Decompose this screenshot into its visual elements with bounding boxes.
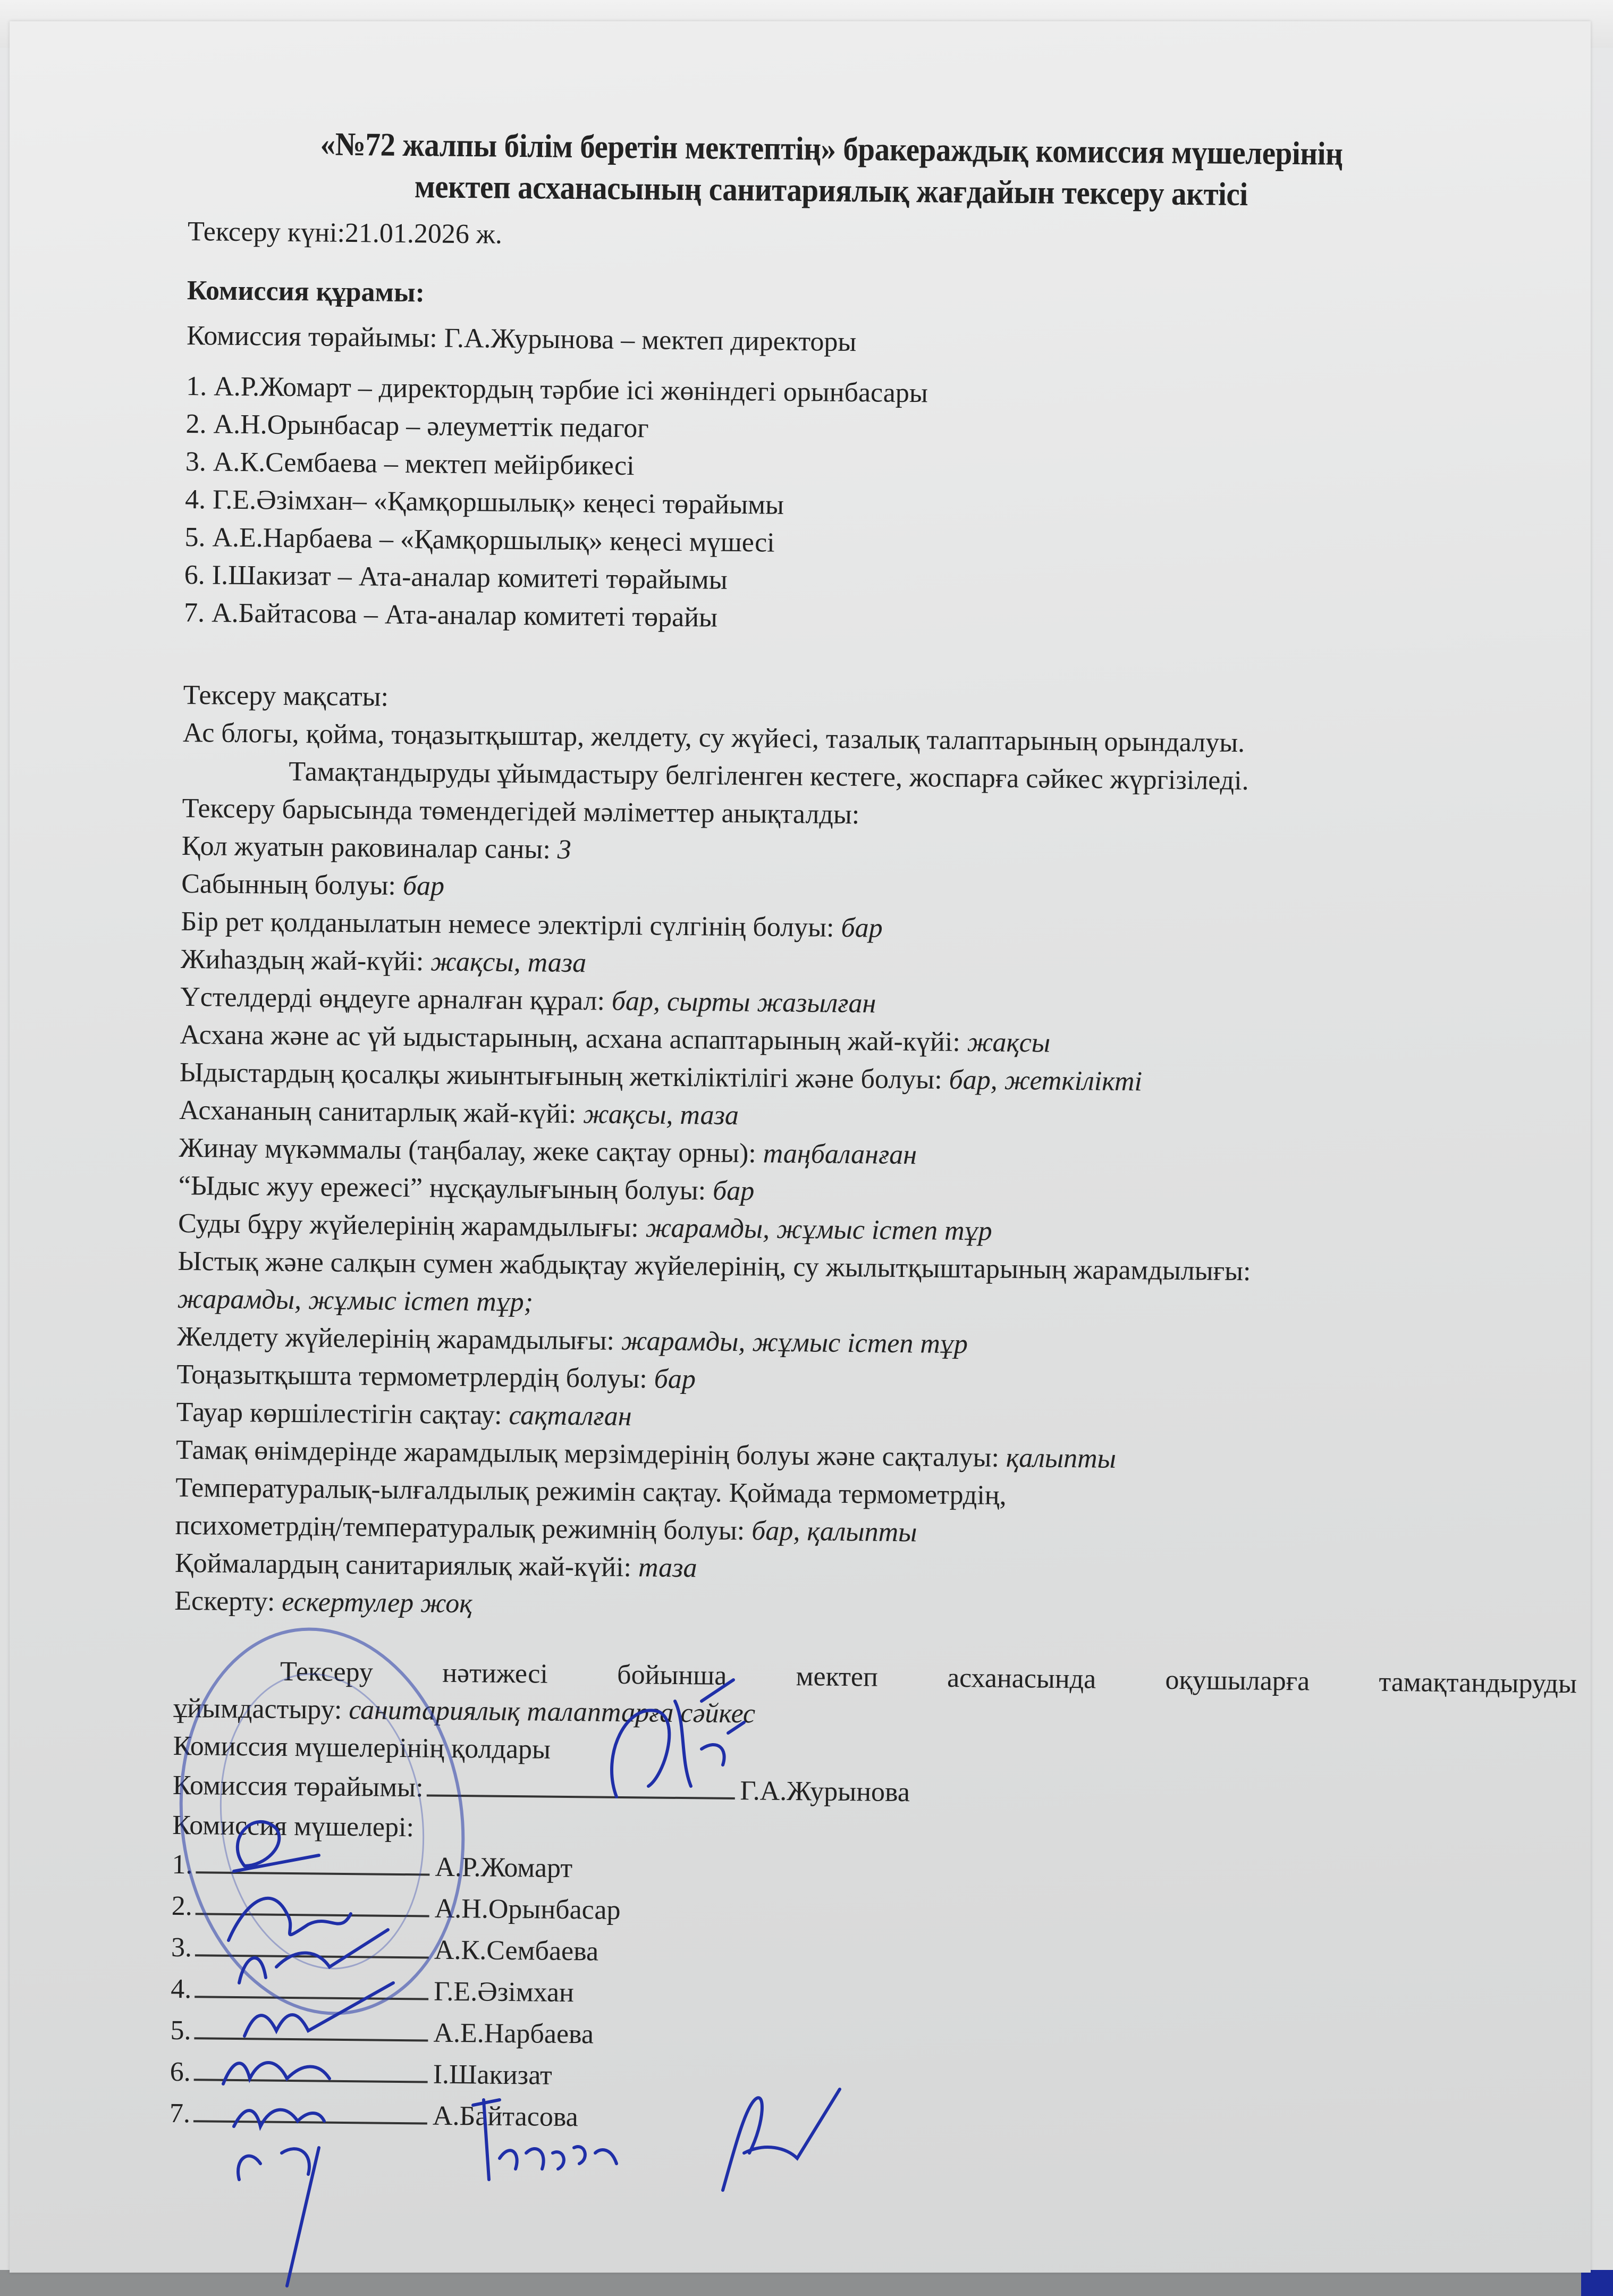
finding-value: қалыпты — [1006, 1442, 1117, 1474]
finding-value: жарамды, жұмыс істеп тұр — [645, 1213, 992, 1247]
sign-number: 6. — [170, 2056, 191, 2088]
finding-label: Бір рет қолданылатын немесе электірлі сүлгінің болуы: — [181, 906, 841, 943]
chair-line: Комиссия төрайымы: Г.А.Журынова – мектеп директоры — [186, 320, 857, 358]
finding-label: Тауар көршілестігін сақтау: — [176, 1397, 509, 1431]
sign-name: А.К.Сембаева — [434, 1935, 599, 1967]
inspection-date: Тексеру күні:21.01.2026 ж. — [187, 216, 503, 250]
sign-number: 5. — [170, 2015, 191, 2046]
finding-value: бар — [712, 1175, 755, 1207]
member-item: 6. І.Шакизат – Ата-аналар комитеті төрайымы — [184, 559, 728, 595]
member-signatures-icon — [213, 1807, 404, 2211]
finding-value: таза — [638, 1552, 697, 1584]
blue-object — [1581, 2270, 1613, 2296]
sign-name: А.Н.Орынбасар — [434, 1893, 621, 1925]
finding-label: Қоймалардың санитариялық жай-күйі: — [174, 1548, 639, 1583]
finding-label: Ыдыстардың қосалқы жиынтығының жеткіліктілігі және болуы: — [179, 1057, 949, 1095]
finding-label: Температуралық-ылғалдылық режимін сақтау. Қоймада термометрдің, — [175, 1472, 1007, 1511]
findings-intro: Тексеру барысында төмендегідей мәліметтер анықталды: — [182, 793, 860, 830]
members-sign-heading: Комиссия мүшелері: — [172, 1810, 415, 1843]
finding-value: жақсы — [967, 1027, 1051, 1058]
members-list — [184, 367, 1579, 645]
conclusion-label: ұйымдастыру: — [173, 1693, 349, 1726]
signatures-heading: Комиссия мүшелерінің қолдары — [173, 1730, 551, 1765]
member-item: 1. А.Р.Жомарт – директордың тәрбие ісі жөніндегі орынбасары — [185, 371, 928, 409]
finding-label: Ыстық және салқын сумен жабдықтау жүйелерінің, су жылытқыштарының жарамдылығы: — [178, 1246, 1251, 1287]
member-item: 3. А.К.Сембаева – мектеп мейірбикесі — [185, 446, 635, 482]
finding-value: бар, қалыпты — [751, 1516, 917, 1548]
finding-value: таңбаланған — [763, 1138, 917, 1171]
sign-name: А.Байтасова — [432, 2100, 579, 2133]
finding-value: бар, жеткілікті — [949, 1064, 1143, 1097]
finding-label: Ескерту: — [174, 1585, 282, 1617]
sign-name: А.Е.Нарбаева — [433, 2017, 594, 2050]
member-item: 4. Г.Е.Әзімхан– «Қамқоршылық» кеңесі төрайымы — [184, 484, 784, 520]
conclusion-value: санитариялық талаптарға сәйкес — [349, 1695, 756, 1729]
finding-label: Үстелдерді өңдеуге арналған құрал: — [180, 981, 612, 1016]
finding-label: Суды бұру жүйелерінің жарамдылығы: — [178, 1208, 646, 1243]
finding-value: жақсы, таза — [430, 946, 587, 979]
finding-label: Жиһаздың жай-күйі: — [180, 944, 431, 977]
finding-label: Қол жуатын раковиналар саны: — [181, 830, 558, 865]
finding-label: Тоңазытқышта термометрлердің болуы: — [176, 1359, 655, 1394]
finding-label: психометрдің/температуралық режимнің болуы: — [175, 1510, 752, 1546]
sign-number: 3. — [171, 1932, 192, 1963]
sign-name: А.Р.Жомарт — [435, 1852, 573, 1884]
chair-sign-name: Г.А.Журынова — [740, 1776, 910, 1808]
member-item: 5. А.Е.Нарбаева – «Қамқоршылық» кеңесі мүшесі — [184, 522, 775, 558]
finding-value: ескертулер жоқ — [282, 1586, 472, 1619]
member-item: 2. А.Н.Орынбасар – әлеуметтік педагог — [185, 408, 649, 444]
finding-value: жарамды, жұмыс істеп тұр — [621, 1325, 968, 1360]
background-bottom — [0, 2270, 1613, 2296]
finding-label: Сабынның болуы: — [181, 868, 403, 901]
document-title — [239, 123, 1423, 217]
finding-value: бар — [654, 1364, 696, 1395]
finding-label: Асхананың санитарлық жай-күйі: — [179, 1095, 584, 1130]
finding-label: Тамақ өнімдерінде жарамдылық мерзімдерінің болуы және сақталуы: — [175, 1434, 1007, 1473]
sign-number: 1. — [172, 1849, 193, 1880]
finding-value: бар — [402, 870, 445, 902]
finding-value: жарамды, жұмыс істеп тұр; — [177, 1283, 534, 1318]
finding-label: Асхана және ас үй ыдыстарының, асхана аспаптарының жай-күйі: — [180, 1019, 968, 1058]
sign-number: 4. — [171, 1973, 192, 2005]
finding-label: Жинау мүкәммалы (таңбалау, жеке сақтау орны): — [179, 1132, 764, 1169]
sign-name: Г.Е.Әзімхан — [433, 1976, 575, 2008]
chair-sign-label: Комиссия төрайымы: — [172, 1770, 424, 1803]
sign-number: 2. — [171, 1890, 193, 1922]
purpose-heading: Тексеру мақсаты: — [183, 679, 389, 712]
member-item: 7. А.Байтасова – Ата-аналар комитеті төрайы — [183, 597, 718, 633]
title-line-2: мектеп асханасының санитариялық жағдайын тексеру актісі — [414, 169, 1248, 213]
acknowledgement-signature-icon — [468, 2089, 882, 2196]
sign-name: І.Шакизат — [433, 2059, 552, 2091]
chair-signature-icon — [595, 1680, 755, 1818]
finding-value: 3 — [557, 834, 572, 865]
handwritten-note-placeholder — [903, 2100, 909, 2105]
purpose-text: Ас блогы, қойма, тоңазытқыштар, желдету, су жүйесі, тазалық талаптарының орындалуы. — [182, 717, 1245, 759]
findings-list — [174, 827, 1574, 1633]
finding-label: Желдету жүйелерінің жарамдылығы: — [176, 1321, 622, 1356]
finding-value: бар, сырты жазылған — [611, 986, 876, 1019]
organization-text: Тамақтандыруды ұйымдастыру белгіленген кестеге, жоспарға сәйкес жүргізіледі. — [289, 756, 1249, 796]
finding-label: “Ыдыс жуу ережесі” нұсқаулығының болуы: — [178, 1170, 713, 1206]
finding-value: бар — [841, 912, 883, 944]
conclusion-line-1: Тексеру нәтижесі бойынша мектеп асханасында оқушыларға тамақтандыруды — [280, 1656, 1577, 1700]
finding-value: жақсы, таза — [582, 1099, 739, 1131]
composition-heading: Комиссия құрамы: — [187, 275, 425, 308]
finding-value: сақталған — [509, 1400, 632, 1432]
sign-number: 7. — [169, 2098, 191, 2129]
title-line-1: «№72 жалпы білім беретін мектептің» бракераждық комиссия мүшелерінің — [320, 126, 1343, 172]
